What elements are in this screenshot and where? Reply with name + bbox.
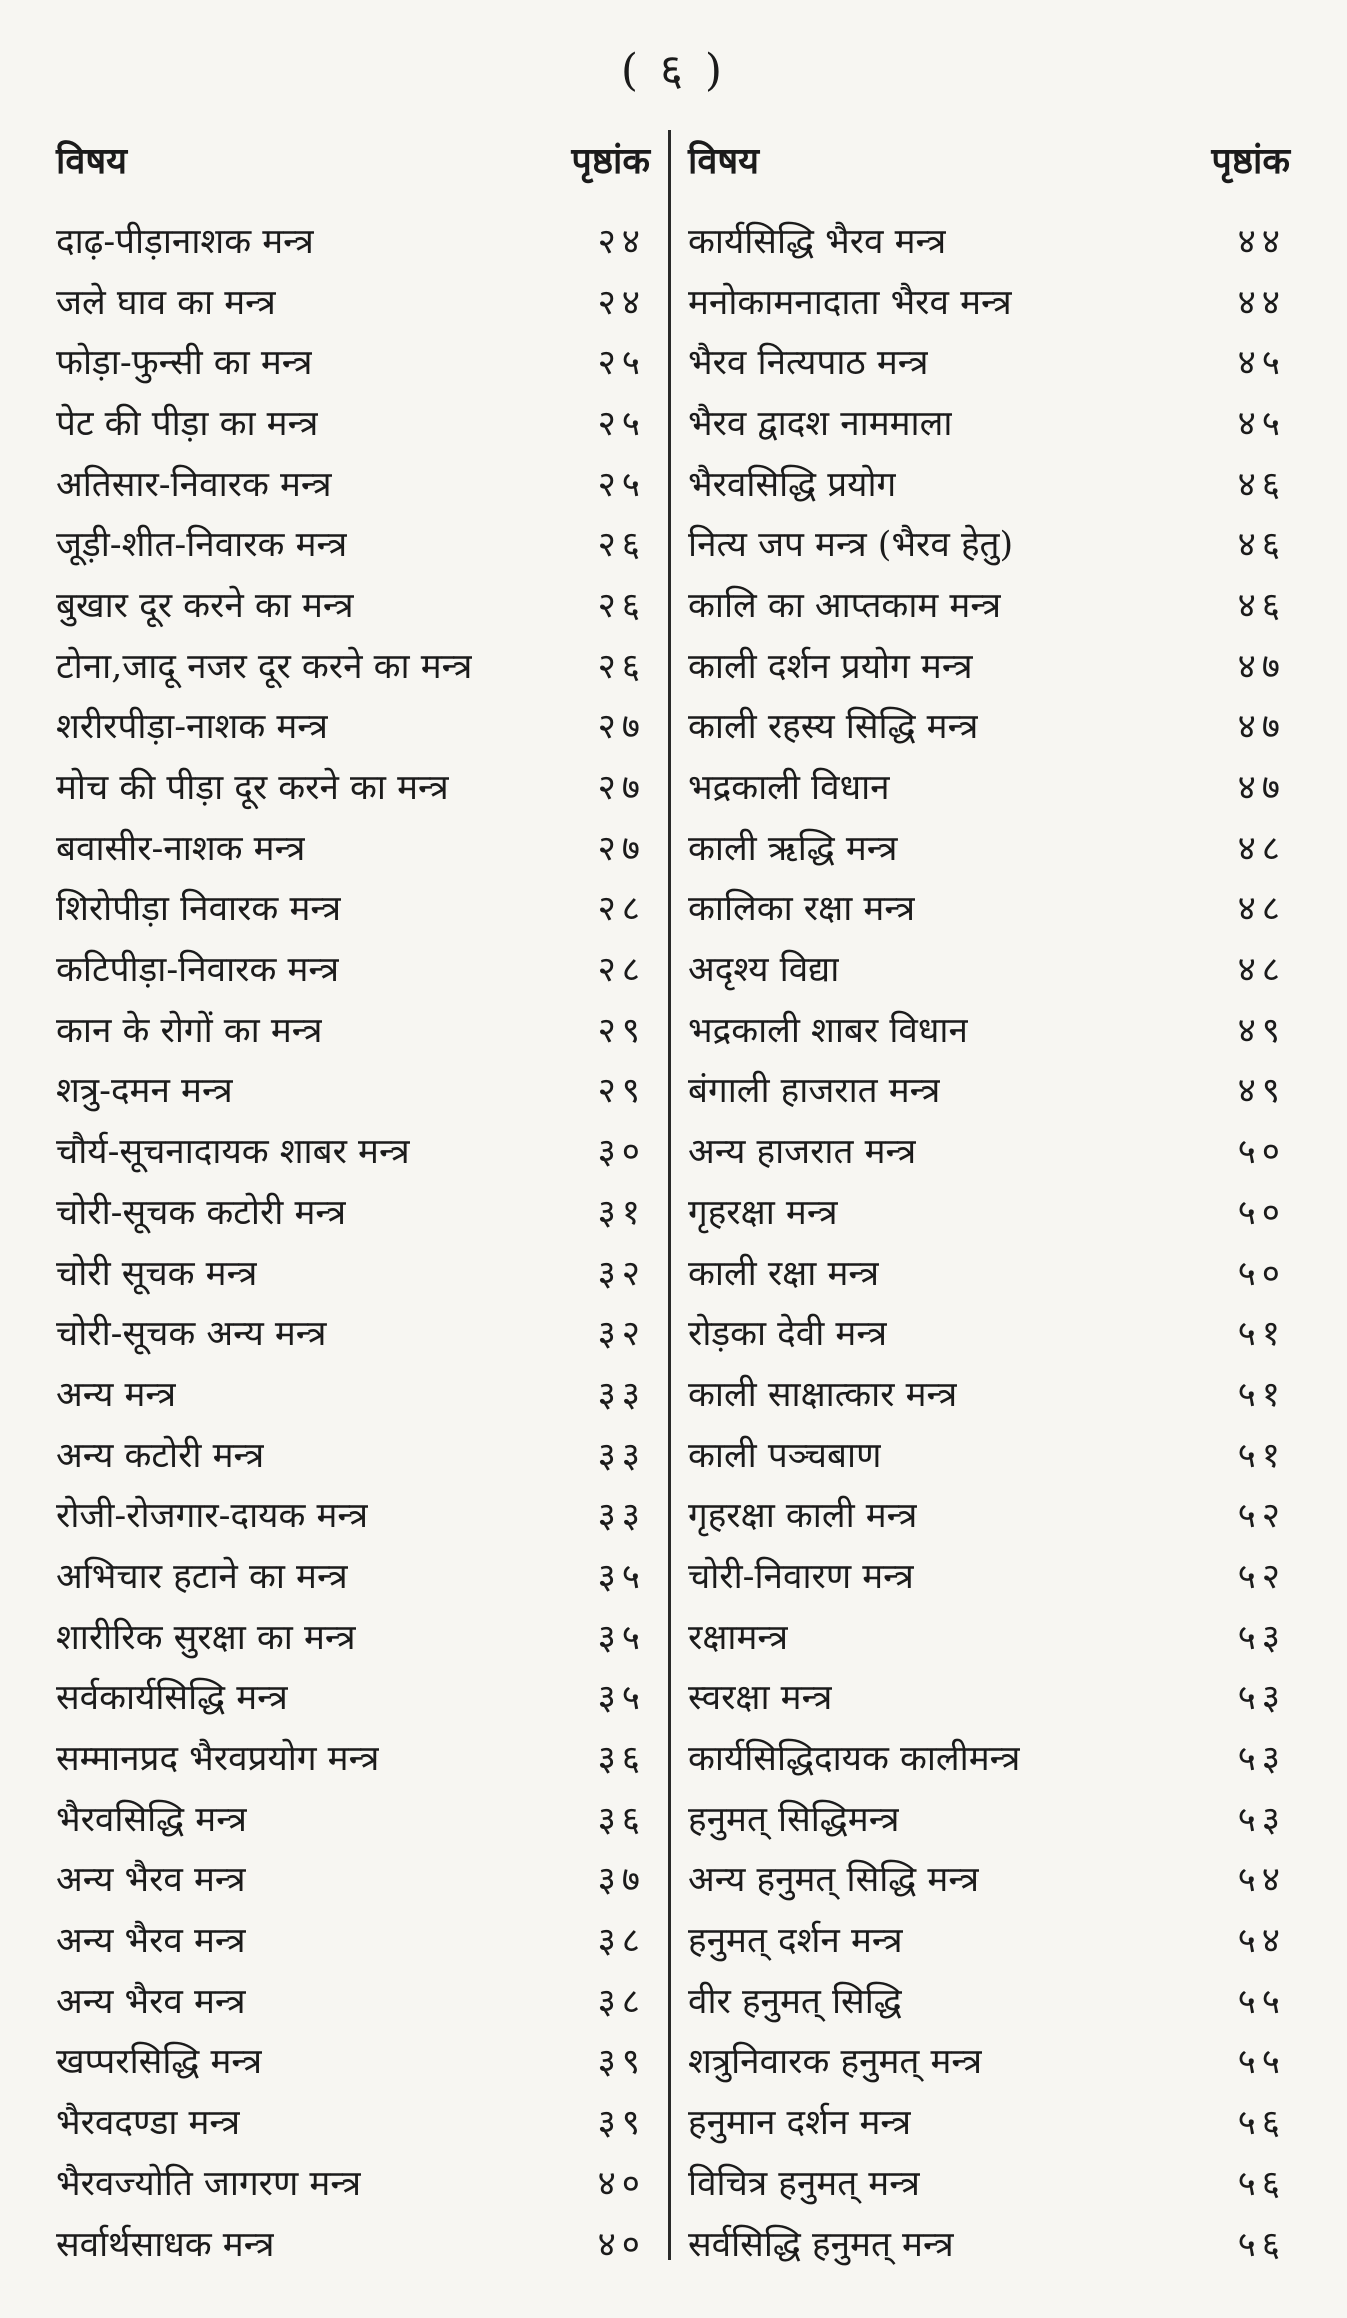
toc-entry-page: २५ bbox=[597, 403, 646, 444]
toc-entry bbox=[688, 453, 1290, 514]
toc-entry-page: ४६ bbox=[1237, 525, 1286, 566]
toc-entry bbox=[688, 1120, 1290, 1181]
toc-entry bbox=[688, 513, 1290, 574]
toc-entry-title: फोड़ा-फुन्सी का मन्त्र bbox=[56, 343, 313, 384]
toc-entry-page: ५५ bbox=[1237, 2042, 1286, 2083]
toc-entry bbox=[56, 2152, 650, 2213]
toc-entry-title: बुखार दूर करने का मन्त्र bbox=[56, 585, 354, 626]
toc-entry-page: २६ bbox=[597, 585, 646, 626]
toc-entry bbox=[688, 1302, 1290, 1363]
toc-entry-title: रोजी-रोजगार-दायक मन्त्र bbox=[56, 1496, 369, 1537]
toc-entry bbox=[56, 756, 650, 817]
toc-entry bbox=[688, 1606, 1290, 1667]
toc-entry-page: ४६ bbox=[1237, 585, 1286, 626]
toc-entry bbox=[688, 210, 1290, 271]
toc-entry-page: ४५ bbox=[1237, 403, 1286, 444]
toc-entry-title: शत्रुनिवारक हनुमत् मन्त्र bbox=[688, 2042, 983, 2083]
toc-entry-page: २५ bbox=[597, 343, 646, 384]
toc-entry-title: शिरोपीड़ा निवारक मन्त्र bbox=[56, 889, 342, 930]
toc-entry-title: कान के रोगों का मन्त्र bbox=[56, 1010, 323, 1051]
toc-entry bbox=[56, 392, 650, 453]
toc-entry-page: ४८ bbox=[1237, 828, 1286, 869]
toc-entry bbox=[688, 1424, 1290, 1485]
toc-entry-page: ३७ bbox=[597, 1860, 646, 1901]
toc-entry-title: भैरव नित्यपाठ मन्त्र bbox=[688, 343, 929, 384]
toc-entry-page: ५१ bbox=[1237, 1435, 1286, 1476]
toc-entry-title: सर्वसिद्धि हनुमत् मन्त्र bbox=[688, 2224, 954, 2265]
toc-entry bbox=[688, 2091, 1290, 2152]
toc-entry-title: भद्रकाली विधान bbox=[688, 768, 890, 809]
toc-entry-page: ५३ bbox=[1237, 1617, 1286, 1658]
toc-entry bbox=[688, 1060, 1290, 1121]
toc-entry-title: चोरी-निवारण मन्त्र bbox=[688, 1556, 914, 1597]
toc-entry-title: मोच की पीड़ा दूर करने का मन्त्र bbox=[56, 768, 449, 809]
toc-entry bbox=[56, 1181, 650, 1242]
toc-entry bbox=[56, 2091, 650, 2152]
toc-entry-title: सम्मानप्रद भैरवप्रयोग मन्त्र bbox=[56, 1739, 380, 1780]
subject-heading: विषय bbox=[56, 140, 128, 182]
toc-entry-page: ५३ bbox=[1237, 1799, 1286, 1840]
toc-entry-page: ५६ bbox=[1237, 2103, 1286, 2144]
toc-entry-page: २७ bbox=[597, 768, 646, 809]
toc-entry-title: चोरी-सूचक कटोरी मन्त्र bbox=[56, 1192, 347, 1233]
toc-entry bbox=[56, 271, 650, 332]
toc-entry-title: चोरी सूचक मन्त्र bbox=[56, 1253, 258, 1294]
toc-entry-page: ५१ bbox=[1237, 1374, 1286, 1415]
toc-entry-title: टोना,जादू नजर दूर करने का मन्त्र bbox=[56, 646, 473, 687]
toc-entry-title: अतिसार-निवारक मन्त्र bbox=[56, 464, 332, 505]
toc-entry bbox=[688, 2031, 1290, 2092]
toc-entry bbox=[688, 574, 1290, 635]
toc-entry-title: काली ऋद्धि मन्त्र bbox=[688, 828, 898, 869]
toc-entry-title: वीर हनुमत् सिद्धि bbox=[688, 1981, 902, 2022]
toc-entry bbox=[688, 1667, 1290, 1728]
toc-entry bbox=[56, 1667, 650, 1728]
toc-entry bbox=[56, 1788, 650, 1849]
toc-entry-title: बंगाली हाजरात मन्त्र bbox=[688, 1071, 941, 1112]
toc-entry-page: ४६ bbox=[1237, 464, 1286, 505]
toc-entry bbox=[56, 1302, 650, 1363]
toc-entry bbox=[56, 2031, 650, 2092]
toc-entry-page: ५५ bbox=[1237, 1981, 1286, 2022]
toc-entry-page: ४५ bbox=[1237, 343, 1286, 384]
toc-entry-title: अन्य हाजरात मन्त्र bbox=[688, 1132, 917, 1173]
toc-entry-title: अन्य कटोरी मन्त्र bbox=[56, 1435, 265, 1476]
toc-entry-title: कार्यसिद्धिदायक कालीमन्त्र bbox=[688, 1739, 1021, 1780]
toc-entry bbox=[56, 574, 650, 635]
toc-entry-title: अन्य हनुमत् सिद्धि मन्त्र bbox=[688, 1860, 980, 1901]
toc-entry-title: जले घाव का मन्त्र bbox=[56, 282, 276, 323]
toc-entry-page: २९ bbox=[597, 1010, 646, 1051]
toc-entry-title: भैरवसिद्धि मन्त्र bbox=[56, 1799, 247, 1840]
toc-entry-title: गृहरक्षा काली मन्त्र bbox=[688, 1496, 918, 1537]
toc-entry-title: भैरवज्योति जागरण मन्त्र bbox=[56, 2163, 362, 2204]
toc-entry-page: ४८ bbox=[1237, 950, 1286, 991]
toc-entry bbox=[56, 938, 650, 999]
toc-entry-title: खप्परसिद्धि मन्त्र bbox=[56, 2042, 263, 2083]
page-number: ( ६ ) bbox=[620, 45, 727, 96]
toc-entry bbox=[56, 331, 650, 392]
toc-entry-page: ३५ bbox=[597, 1678, 646, 1719]
toc-entry bbox=[56, 513, 650, 574]
toc-entry-page: ५४ bbox=[1237, 1921, 1286, 1962]
toc-entry-title: कार्यसिद्धि भैरव मन्त्र bbox=[688, 221, 947, 262]
toc-entry bbox=[688, 696, 1290, 757]
toc-entry-page: ५४ bbox=[1237, 1860, 1286, 1901]
toc-entry bbox=[688, 817, 1290, 878]
toc-entry-page: २६ bbox=[597, 646, 646, 687]
toc-entry-page: ४७ bbox=[1237, 707, 1286, 748]
toc-entry-page: ५३ bbox=[1237, 1739, 1286, 1780]
toc-entry-title: पेट की पीड़ा का मन्त्र bbox=[56, 403, 319, 444]
toc-entry-title: कटिपीड़ा-निवारक मन्त्र bbox=[56, 950, 340, 991]
toc-entry bbox=[688, 1181, 1290, 1242]
toc-entry bbox=[56, 817, 650, 878]
toc-entry-title: सर्वार्थसाधक मन्त्र bbox=[56, 2224, 275, 2265]
toc-entry-title: कालिका रक्षा मन्त्र bbox=[688, 889, 916, 930]
toc-entry bbox=[688, 999, 1290, 1060]
toc-entry-title: अदृश्य विद्या bbox=[688, 950, 840, 991]
toc-entry-title: काली पञ्चबाण bbox=[688, 1435, 882, 1476]
toc-entry bbox=[56, 1120, 650, 1181]
toc-entry bbox=[688, 1545, 1290, 1606]
toc-entry bbox=[688, 271, 1290, 332]
toc-entry-page: ५० bbox=[1237, 1192, 1286, 1233]
toc-entry-title: अभिचार हटाने का मन्त्र bbox=[56, 1556, 348, 1597]
toc-entry-page: २७ bbox=[597, 828, 646, 869]
toc-entry-page: ३८ bbox=[597, 1921, 646, 1962]
toc-entry bbox=[688, 2213, 1290, 2274]
page-heading: पृष्ठांक bbox=[1211, 140, 1290, 182]
toc-entry bbox=[688, 938, 1290, 999]
toc-entry-title: अन्य भैरव मन्त्र bbox=[56, 1981, 246, 2022]
toc-entry bbox=[688, 1484, 1290, 1545]
toc-entry-page: ५० bbox=[1237, 1253, 1286, 1294]
page-heading: पृष्ठांक bbox=[571, 140, 650, 182]
toc-entry-page: २६ bbox=[597, 525, 646, 566]
toc-entry bbox=[56, 453, 650, 514]
toc-entry bbox=[688, 635, 1290, 696]
toc-entry bbox=[56, 1484, 650, 1545]
toc-entry-title: सर्वकार्यसिद्धि मन्त्र bbox=[56, 1678, 288, 1719]
toc-entry-page: ३५ bbox=[597, 1617, 646, 1658]
toc-entry bbox=[56, 878, 650, 939]
toc-entry-title: काली रहस्य सिद्धि मन्त्र bbox=[688, 707, 979, 748]
toc-entry-title: गृहरक्षा मन्त्र bbox=[688, 1192, 838, 1233]
toc-entry-page: ३३ bbox=[597, 1374, 646, 1415]
toc-entry-title: अन्य मन्त्र bbox=[56, 1374, 177, 1415]
toc-entry-title: कालि का आप्तकाम मन्त्र bbox=[688, 585, 1002, 626]
toc-entry bbox=[56, 1970, 650, 2031]
toc-entry bbox=[688, 878, 1290, 939]
toc-entry bbox=[688, 1727, 1290, 1788]
toc-entry-page: ४७ bbox=[1237, 768, 1286, 809]
toc-entry bbox=[56, 999, 650, 1060]
toc-entry-title: शारीरिक सुरक्षा का मन्त्र bbox=[56, 1617, 356, 1658]
toc-entry-title: चौर्य-सूचनादायक शाबर मन्त्र bbox=[56, 1132, 410, 1173]
toc-entry bbox=[56, 1849, 650, 1910]
toc-column-left bbox=[56, 126, 650, 2276]
toc-entry-title: अन्य भैरव मन्त्र bbox=[56, 1860, 246, 1901]
toc-header-right bbox=[688, 126, 1290, 192]
toc-entry bbox=[56, 2213, 650, 2274]
toc-entry-page: २८ bbox=[597, 950, 646, 991]
toc-entry-page: ५२ bbox=[1237, 1556, 1286, 1597]
toc-entry-page: ४८ bbox=[1237, 889, 1286, 930]
toc-rows-left bbox=[56, 210, 650, 2273]
toc-entry-page: ३९ bbox=[597, 2103, 646, 2144]
toc-entry-title: जूड़ी-शीत-निवारक मन्त्र bbox=[56, 525, 348, 566]
toc-entry-title: चोरी-सूचक अन्य मन्त्र bbox=[56, 1314, 327, 1355]
toc-entry-page: ३२ bbox=[597, 1314, 646, 1355]
toc-entry-page: ५० bbox=[1237, 1132, 1286, 1173]
toc-entry bbox=[688, 2152, 1290, 2213]
toc-entry bbox=[56, 696, 650, 757]
subject-heading: विषय bbox=[688, 140, 760, 182]
toc-entry-page: ४९ bbox=[1237, 1071, 1286, 1112]
toc-entry-page: ४० bbox=[597, 2163, 646, 2204]
toc-entry-page: ३१ bbox=[597, 1192, 646, 1233]
toc-entry-title: मनोकामनादाता भैरव मन्त्र bbox=[688, 282, 1012, 323]
toc-entry-title: हनुमत् दर्शन मन्त्र bbox=[688, 1921, 903, 1962]
toc-entry-title: काली साक्षात्कार मन्त्र bbox=[688, 1374, 958, 1415]
toc-entry-title: शत्रु-दमन मन्त्र bbox=[56, 1071, 233, 1112]
toc-entry-title: हनुमत् सिद्धिमन्त्र bbox=[688, 1799, 900, 1840]
toc-entry-title: भैरवदण्डा मन्त्र bbox=[56, 2103, 241, 2144]
toc-entry-page: ५२ bbox=[1237, 1496, 1286, 1537]
toc-entry-title: भैरव द्वादश नाममाला bbox=[688, 403, 953, 444]
toc-entry bbox=[56, 1545, 650, 1606]
toc-entry-page: ५१ bbox=[1237, 1314, 1286, 1355]
toc-entry bbox=[56, 1363, 650, 1424]
toc-entry-page: ३९ bbox=[597, 2042, 646, 2083]
toc-entry bbox=[688, 1363, 1290, 1424]
toc-entry-page: ४९ bbox=[1237, 1010, 1286, 1051]
toc-entry-title: शरीरपीड़ा-नाशक मन्त्र bbox=[56, 707, 328, 748]
toc-entry-page: ५६ bbox=[1237, 2163, 1286, 2204]
toc-entry-page: ३६ bbox=[597, 1799, 646, 1840]
toc-entry-title: बवासीर-नाशक मन्त्र bbox=[56, 828, 306, 869]
toc-entry-title: काली दर्शन प्रयोग मन्त्र bbox=[688, 646, 973, 687]
toc-entry-page: ४४ bbox=[1237, 221, 1286, 262]
toc-entry bbox=[56, 210, 650, 271]
toc-entry-page: ३५ bbox=[597, 1556, 646, 1597]
toc-entry-title: अन्य भैरव मन्त्र bbox=[56, 1921, 246, 1962]
toc-entry-page: ३३ bbox=[597, 1435, 646, 1476]
toc-entry-title: दाढ़-पीड़ानाशक मन्त्र bbox=[56, 221, 314, 262]
toc-rows-right bbox=[688, 210, 1290, 2273]
toc-entry-page: २४ bbox=[597, 282, 646, 323]
toc-entry bbox=[56, 1424, 650, 1485]
toc-entry-page: ३६ bbox=[597, 1739, 646, 1780]
toc-entry-page: ३२ bbox=[597, 1253, 646, 1294]
toc-entry bbox=[688, 331, 1290, 392]
toc-entry bbox=[56, 635, 650, 696]
toc-entry bbox=[688, 1849, 1290, 1910]
toc-entry-title: नित्य जप मन्त्र (भैरव हेतु) bbox=[688, 525, 1014, 566]
toc-entry bbox=[56, 1060, 650, 1121]
toc-entry-page: २८ bbox=[597, 889, 646, 930]
toc-entry bbox=[56, 1606, 650, 1667]
toc-entry-page: ३३ bbox=[597, 1496, 646, 1537]
toc-entry bbox=[56, 1909, 650, 1970]
toc-entry bbox=[688, 1909, 1290, 1970]
toc-entry bbox=[56, 1727, 650, 1788]
toc-entry bbox=[688, 392, 1290, 453]
toc-entry-title: भद्रकाली शाबर विधान bbox=[688, 1010, 968, 1051]
toc-entry-page: ५६ bbox=[1237, 2224, 1286, 2265]
toc-entry-page: ५३ bbox=[1237, 1678, 1286, 1719]
toc-entry-page: ४७ bbox=[1237, 646, 1286, 687]
toc-entry-title: स्वरक्षा मन्त्र bbox=[688, 1678, 833, 1719]
toc-entry-title: रोड़का देवी मन्त्र bbox=[688, 1314, 888, 1355]
toc-entry-page: ४४ bbox=[1237, 282, 1286, 323]
toc-entry-page: २५ bbox=[597, 464, 646, 505]
toc-entry-title: भैरवसिद्धि प्रयोग bbox=[688, 464, 897, 505]
toc-header-left bbox=[56, 126, 650, 192]
toc-entry-page: ३८ bbox=[597, 1981, 646, 2022]
toc-entry-title: विचित्र हनुमत् मन्त्र bbox=[688, 2163, 920, 2204]
toc-entry-page: ३० bbox=[597, 1132, 646, 1173]
toc-entry-title: रक्षामन्त्र bbox=[688, 1617, 789, 1658]
toc-column-right bbox=[688, 126, 1290, 2276]
toc-entry bbox=[56, 1242, 650, 1303]
toc-entry-page: २४ bbox=[597, 221, 646, 262]
toc-entry bbox=[688, 1242, 1290, 1303]
column-divider bbox=[668, 130, 671, 2260]
toc-entry-page: २७ bbox=[597, 707, 646, 748]
toc-entry-page: २९ bbox=[597, 1071, 646, 1112]
toc-entry-title: हनुमान दर्शन मन्त्र bbox=[688, 2103, 912, 2144]
toc-entry bbox=[688, 756, 1290, 817]
toc-entry bbox=[688, 1970, 1290, 2031]
toc-entry bbox=[688, 1788, 1290, 1849]
toc-entry-page: ४० bbox=[597, 2224, 646, 2265]
toc-entry-title: काली रक्षा मन्त्र bbox=[688, 1253, 880, 1294]
